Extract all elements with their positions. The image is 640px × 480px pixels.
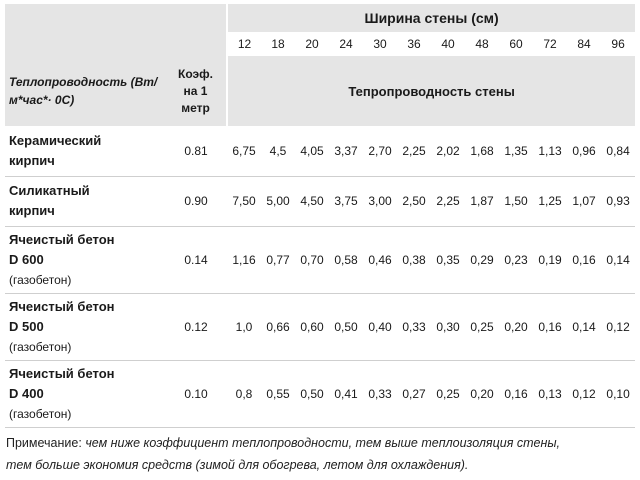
conductivity-value: 0,50 <box>329 293 363 360</box>
conductivity-value: 1,87 <box>465 176 499 226</box>
width-value: 36 <box>407 37 421 51</box>
coef-value: 0.12 <box>165 293 227 360</box>
conductivity-value: 0,27 <box>397 360 431 427</box>
conductivity-value: 2,02 <box>431 126 465 176</box>
conductivity-value: 1,35 <box>499 126 533 176</box>
conductivity-value: 2,50 <box>397 176 431 226</box>
material-name-line: D 600 <box>9 251 44 267</box>
material-name-line: Ячеистый бетон <box>9 231 115 247</box>
width-value: 72 <box>543 37 557 51</box>
conductivity-value: 0,41 <box>329 360 363 427</box>
width-value: 60 <box>509 37 523 51</box>
footnote-line: тем больше экономия средств (зимой для обогрева, летом для охлаждения). <box>6 458 469 472</box>
conductivity-value: 1,13 <box>533 126 567 176</box>
conductivity-value: 4,50 <box>295 176 329 226</box>
material-header-line: м*час*· 0С) <box>9 93 75 107</box>
conductivity-value: 0,23 <box>499 226 533 293</box>
conductivity-value: 3,37 <box>329 126 363 176</box>
material-name-note: (газобетон) <box>9 272 72 287</box>
conductivity-value: 1,25 <box>533 176 567 226</box>
width-value: 18 <box>271 37 285 51</box>
conductivity-value: 1,16 <box>227 226 261 293</box>
conductivity-value: 0,20 <box>465 360 499 427</box>
conductivity-value: 6,75 <box>227 126 261 176</box>
conductivity-value: 0,14 <box>601 226 635 293</box>
footnote-label: Примечание: <box>6 436 82 450</box>
width-value: 40 <box>441 37 455 51</box>
conductivity-value: 2,70 <box>363 126 397 176</box>
width-value: 48 <box>475 37 489 51</box>
conductivity-value: 0,8 <box>227 360 261 427</box>
table-row <box>5 126 635 176</box>
conductivity-value: 3,00 <box>363 176 397 226</box>
material-name-line: Керамический <box>9 132 102 148</box>
conductivity-value: 4,05 <box>295 126 329 176</box>
conductivity-value: 0,84 <box>601 126 635 176</box>
conductivity-value: 3,75 <box>329 176 363 226</box>
conductivity-value: 5,00 <box>261 176 295 226</box>
coef-value: 0.10 <box>165 360 227 427</box>
conductivity-value: 0,33 <box>397 293 431 360</box>
conductivity-value: 0,16 <box>499 360 533 427</box>
coef-header-line: Коэф. <box>178 66 213 81</box>
material-header-line: Теплопроводность (Вт/ <box>9 75 158 89</box>
conductivity-value: 0,50 <box>295 360 329 427</box>
blank-cell <box>5 32 165 56</box>
material-name <box>5 126 165 176</box>
width-value: 20 <box>305 37 319 51</box>
table-row <box>5 226 635 293</box>
material-name-line: кирпич <box>9 203 55 218</box>
width-value: 12 <box>237 37 252 51</box>
conductivity-value: 1,68 <box>465 126 499 176</box>
width-values-row <box>5 32 635 56</box>
conductivity-value: 0,38 <box>397 226 431 293</box>
conductivity-value: 0,30 <box>431 293 465 360</box>
conductivity-value: 0,46 <box>363 226 397 293</box>
coef-header <box>165 56 227 126</box>
width-title-row <box>5 4 635 32</box>
material-name-line: D 400 <box>9 385 44 401</box>
width-title: Ширина стены (см) <box>227 4 635 32</box>
table-row <box>5 360 635 427</box>
material-name-note: (газобетон) <box>9 406 72 421</box>
conductivity-value: 0,96 <box>567 126 601 176</box>
conductivity-value: 0,70 <box>295 226 329 293</box>
conductivity-value: 0,10 <box>601 360 635 427</box>
conductivity-value: 0,35 <box>431 226 465 293</box>
material-name-line: D 500 <box>9 318 44 334</box>
conductivity-value: 0,14 <box>567 293 601 360</box>
conductivity-value: 0,19 <box>533 226 567 293</box>
material-name <box>5 226 165 293</box>
conductivity-value: 0,58 <box>329 226 363 293</box>
column-header-row <box>5 56 635 126</box>
material-name-line: Силикатный <box>9 183 90 198</box>
conductivity-value: 0,16 <box>567 226 601 293</box>
conductivity-value: 0,55 <box>261 360 295 427</box>
conductivity-value: 0,77 <box>261 226 295 293</box>
conductivity-value: 0,12 <box>601 293 635 360</box>
corner-cell <box>5 4 165 32</box>
coef-value: 0.90 <box>165 176 227 226</box>
coef-header-line: на 1 <box>183 83 208 98</box>
conductivity-value: 0,13 <box>533 360 567 427</box>
footnote <box>6 432 634 476</box>
conductivity-value: 0,20 <box>499 293 533 360</box>
conductivity-value: 0,33 <box>363 360 397 427</box>
conductivity-value: 1,07 <box>567 176 601 226</box>
coef-header-line: метр <box>181 100 210 115</box>
table-row <box>5 293 635 360</box>
conductivity-value: 0,66 <box>261 293 295 360</box>
material-name-line: кирпич <box>9 152 55 168</box>
conductivity-value: 2,25 <box>431 176 465 226</box>
corner-cell-coef <box>165 4 227 32</box>
coef-value: 0.81 <box>165 126 227 176</box>
material-name-note: (газобетон) <box>9 339 72 354</box>
width-value: 30 <box>373 37 387 51</box>
material-name-line: Ячеистый бетон <box>9 298 115 314</box>
material-name <box>5 293 165 360</box>
thermal-conductivity-table <box>5 4 635 428</box>
conductivity-value: 0,12 <box>567 360 601 427</box>
conductivity-value: 0,16 <box>533 293 567 360</box>
conductivity-value: 7,50 <box>227 176 261 226</box>
material-header <box>5 56 165 126</box>
conductivity-value: 1,0 <box>227 293 261 360</box>
conductivity-value: 2,25 <box>397 126 431 176</box>
conductivity-header: Тепропроводность стены <box>227 56 635 126</box>
conductivity-value: 0,25 <box>431 360 465 427</box>
footnote-line: чем ниже коэффициент теплопроводности, тем выше теплоизоляция стены, <box>85 436 561 450</box>
conductivity-value: 0,93 <box>601 176 635 226</box>
width-value: 84 <box>577 37 591 51</box>
conductivity-value: 0,29 <box>465 226 499 293</box>
coef-value: 0.14 <box>165 226 227 293</box>
material-name <box>5 360 165 427</box>
material-name <box>5 176 165 226</box>
conductivity-value: 1,50 <box>499 176 533 226</box>
conductivity-value: 4,5 <box>261 126 295 176</box>
conductivity-value: 0,60 <box>295 293 329 360</box>
conductivity-value: 0,25 <box>465 293 499 360</box>
width-value: 24 <box>339 37 353 51</box>
width-value: 96 <box>611 37 625 51</box>
material-name-line: Ячеистый бетон <box>9 365 115 381</box>
blank-cell-coef <box>165 32 227 56</box>
conductivity-value: 0,40 <box>363 293 397 360</box>
table-row <box>5 176 635 226</box>
